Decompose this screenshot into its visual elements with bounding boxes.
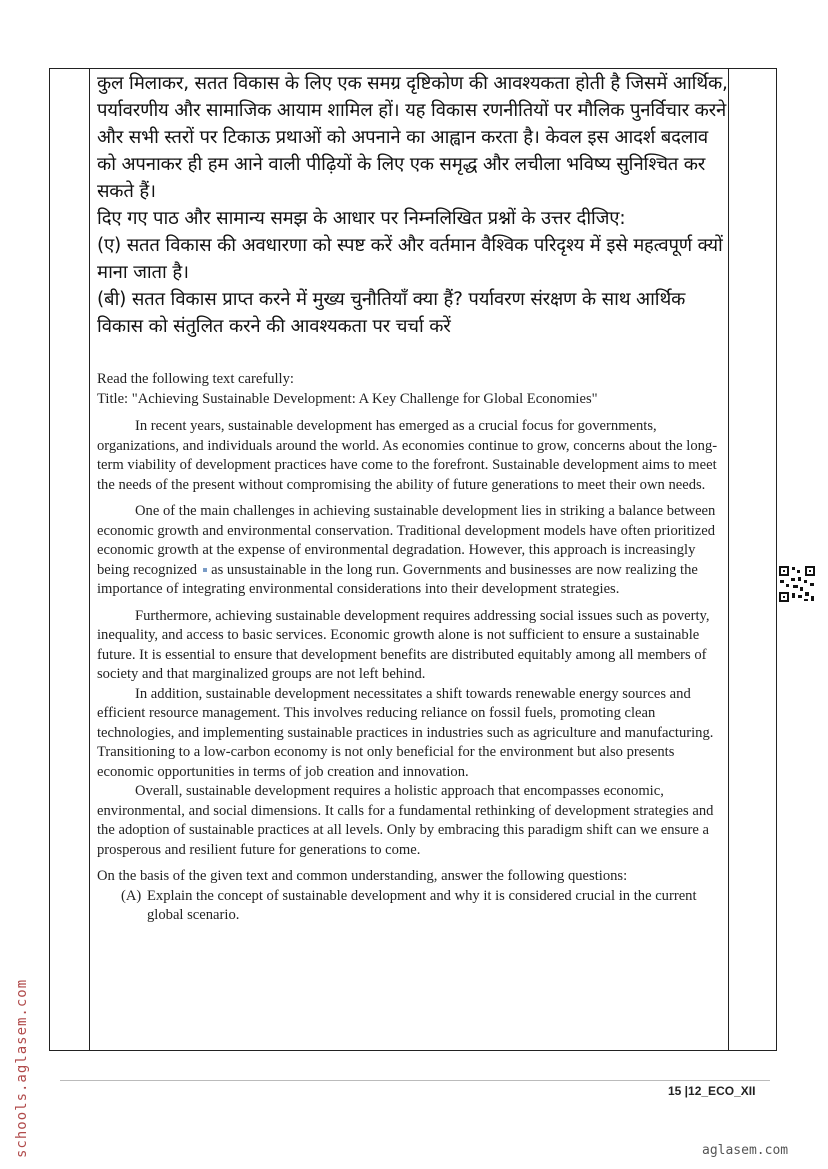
page-number: 15 |12_ECO_XII <box>668 1084 756 1098</box>
hindi-instruction: दिए गए पाठ और सामान्य समझ के आधार पर निम्नलिखित प्रश्नों के उत्तर दीजिए: <box>97 208 626 229</box>
qr-code-icon <box>778 565 816 603</box>
table-left-column-divider <box>89 69 90 1050</box>
stray-mark <box>203 568 207 572</box>
english-intro: Read the following text carefully: <box>97 371 294 387</box>
question-a-label: (A) <box>121 887 142 904</box>
passage-paragraph-2 <box>97 502 730 600</box>
english-question-a <box>97 887 730 926</box>
passage-paragraph-4: In addition, sustainable development necessitates a shift towards renewable energy sources and efficient resource management. This involves reducing reliance on fossil fuels, promoting clean technologies, and implementing sustainable practices in industries such as agriculture and manufacturing. Transitioning to a low-carbon economy is not only beneficial for the environment but also presents economic opportunities in terms of job creation and innovation. <box>97 685 714 780</box>
passage-paragraph-2-part-2: as unsustainable in the long run. Governments and businesses are now realizing the importance of integrating environmental considerations into their development strategies. <box>97 561 698 597</box>
bottom-watermark: aglasem.com <box>702 1143 789 1158</box>
hindi-question-a: (ए) सतत विकास की अवधारणा को स्पष्ट करें और वर्तमान वैश्विक परिदृश्य में इसे महत्वपूर्ण क्यों माना जाता है। <box>97 235 723 283</box>
english-instruction: On the basis of the given text and common understanding, answer the following questions: <box>97 868 628 884</box>
passage-paragraph-3: Furthermore, achieving sustainable development requires addressing social issues such as poverty, inequality, and access to basic services. Economic growth alone is not sufficient to ensure a sustainable future. It is essential to ensure that development benefits are distributed equitably among all members of society and that marginalized groups are not left behind. <box>97 607 710 682</box>
question-content <box>97 70 730 926</box>
hindi-question-b: (बी) सतत विकास प्राप्त करने में मुख्य चुनौतियाँ क्या हैं? पर्यावरण संरक्षण के साथ आर्थिक विकास को संतुलित करने की आवश्यकता पर चर्चा करें <box>97 289 686 337</box>
passage-title: Title: "Achieving Sustainable Development: A Key Challenge for Global Economies" <box>97 390 598 407</box>
hindi-paragraph: कुल मिलाकर, सतत विकास के लिए एक समग्र दृष्टिकोण की आवश्यकता होती है जिसमें आर्थिक, पर्यावरणीय और सामाजिक आयाम शामिल हों। यह विकास रणनीतियों पर मौलिक पुनर्विचार करने और सभी स्तरों पर टिकाऊ प्रथाओं को अपनाने का आह्वान करता है। केवल इस आदर्श बदलाव को अपनाकर ही हम आने वाली पीढ़ियों के लिए एक समृद्ध और लचीला भविष्य सुनिश्चित कर सकते हैं। <box>97 73 728 202</box>
passage-paragraph-1: In recent years, sustainable development has emerged as a crucial focus for governments, organizations, and individuals around the world. As economies continue to grow, concerns about the long-term viability of development practices have come to the forefront. Sustainable development aims to meet the needs of the present without compromising the ability of future generations to meet their own needs. <box>97 418 718 493</box>
question-a-text: Explain the concept of sustainable development and why it is considered crucial in the current global scenario. <box>147 887 697 923</box>
passage-paragraph-2-part-1: One of the main challenges in achieving sustainable development lies in striking a balance between economic growth and environmental conservation. Traditional development models have often prioritized economic growth at the expense of environmental degradation. However, this approach is increasingly being recognized <box>97 503 716 578</box>
footer-divider <box>60 1080 770 1081</box>
passage-paragraph-5: Overall, sustainable development requires a holistic approach that encompasses economic, environmental, and social dimensions. It calls for a fundamental rethinking of development strategies and the adoption of sustainable practices at all levels. Only by embracing this paradigm shift can we ensure a prosperous and resilient future for generations to come. <box>97 783 714 858</box>
side-watermark: schools.aglasem.com <box>14 978 30 1158</box>
